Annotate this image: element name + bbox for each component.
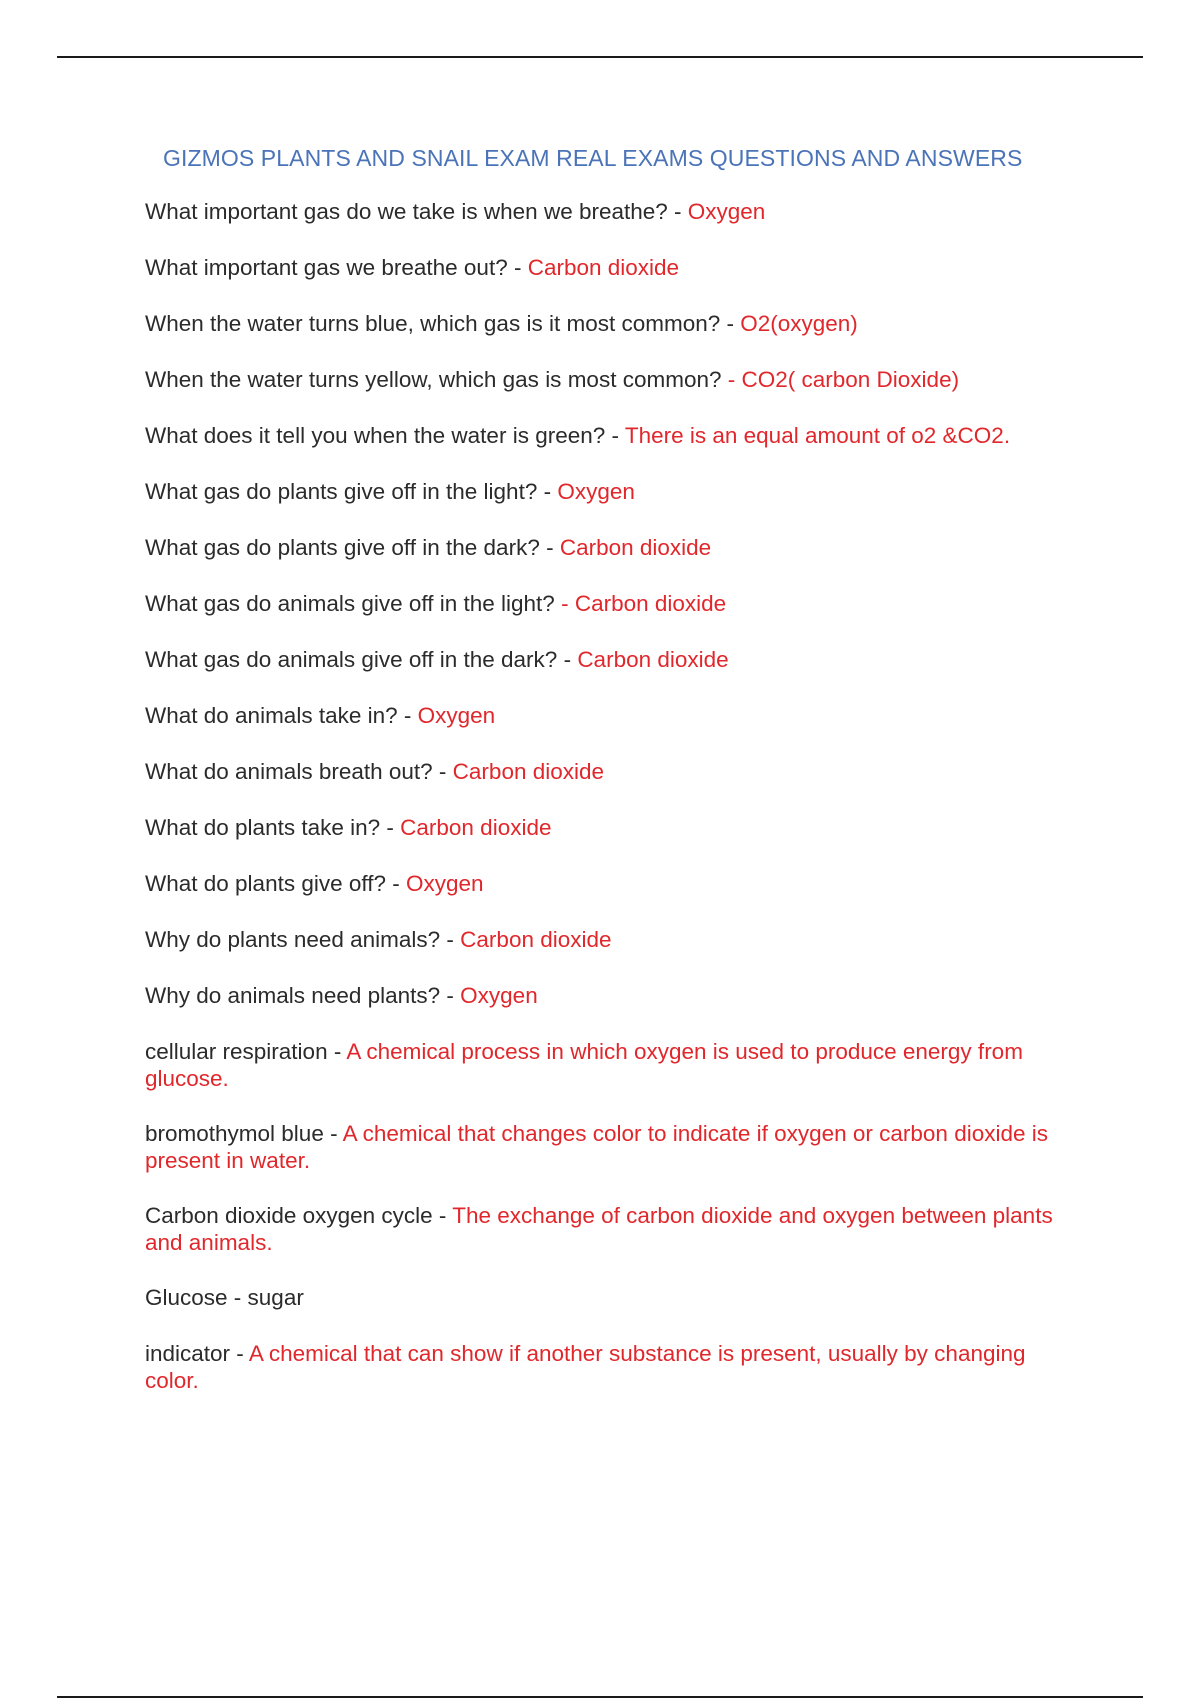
definition-text: A chemical that changes color to indicate if oxygen or carbon dioxide is present in water.	[145, 1121, 1048, 1173]
answer-text: Oxygen	[557, 479, 635, 504]
answer-text: Carbon dioxide	[527, 255, 680, 280]
qa-item	[145, 926, 1085, 953]
question-text: Why do plants need animals? -	[145, 927, 461, 952]
answer-text: Carbon dioxide	[577, 647, 729, 672]
qa-item	[145, 646, 1085, 673]
qa-list	[145, 198, 1085, 1422]
qa-item	[145, 870, 1085, 897]
qa-item	[145, 814, 1085, 841]
term-text: Glucose -	[145, 1285, 248, 1310]
qa-item	[145, 702, 1085, 729]
question-text: What does it tell you when the water is green? -	[145, 423, 625, 448]
definition-text: The exchange of carbon dioxide and oxygen between plants and animals.	[145, 1203, 1053, 1255]
question-text: What gas do animals give off in the light?	[145, 591, 562, 616]
qa-item	[145, 1120, 1085, 1174]
term-text: bromothymol blue -	[145, 1121, 343, 1146]
bottom-rule	[57, 1696, 1143, 1698]
qa-item	[145, 590, 1085, 617]
qa-item	[145, 1340, 1085, 1394]
definition-text: sugar	[247, 1285, 304, 1310]
question-text: What important gas we breathe out? -	[145, 255, 528, 280]
term-text: Carbon dioxide oxygen cycle -	[145, 1203, 453, 1228]
qa-item	[145, 1038, 1085, 1092]
answer-text: O2(oxygen)	[740, 311, 858, 336]
answer-text: - CO2( carbon Dioxide)	[727, 367, 960, 392]
answer-text: Oxygen	[687, 199, 766, 224]
question-text: When the water turns yellow, which gas is most common?	[145, 367, 728, 392]
answer-text: There is an equal amount of o2 &CO2.	[624, 423, 1011, 448]
question-text: What important gas do we take is when we breathe? -	[145, 199, 688, 224]
qa-item	[145, 478, 1085, 505]
qa-item	[145, 982, 1085, 1009]
qa-item	[145, 310, 1085, 337]
answer-text: Oxygen	[417, 703, 496, 728]
qa-item	[145, 758, 1085, 785]
question-text: What do animals breath out? -	[145, 759, 453, 784]
top-rule	[57, 56, 1143, 58]
question-text: What gas do plants give off in the light? -	[145, 479, 558, 504]
qa-item	[145, 534, 1085, 561]
question-text: Why do animals need plants? -	[145, 983, 461, 1008]
definition-text: A chemical that can show if another substance is present, usually by changing color.	[145, 1341, 1026, 1393]
answer-text: Oxygen	[405, 871, 484, 896]
answer-text: Carbon dioxide	[559, 535, 712, 560]
qa-item	[145, 422, 1085, 449]
answer-text: Carbon dioxide	[460, 927, 612, 952]
question-text: When the water turns blue, which gas is it most common? -	[145, 311, 741, 336]
qa-item	[145, 254, 1085, 281]
document-title: GIZMOS PLANTS AND SNAIL EXAM REAL EXAMS QUESTIONS AND ANSWERS	[163, 145, 1023, 171]
answer-text: - Carbon dioxide	[561, 591, 727, 616]
question-text: What gas do plants give off in the dark? -	[145, 535, 560, 560]
answer-text: Oxygen	[460, 983, 538, 1008]
answer-text: Carbon dioxide	[400, 815, 552, 840]
qa-item	[145, 198, 1085, 225]
definition-text: A chemical process in which oxygen is used to produce energy from glucose.	[145, 1039, 1023, 1091]
question-text: What do plants give off? -	[145, 871, 406, 896]
question-text: What do plants take in? -	[145, 815, 401, 840]
question-text: What do animals take in? -	[145, 703, 418, 728]
qa-item	[145, 1284, 1085, 1311]
question-text: What gas do animals give off in the dark? -	[145, 647, 578, 672]
term-text: indicator -	[145, 1341, 249, 1366]
qa-item	[145, 366, 1085, 393]
answer-text: Carbon dioxide	[452, 759, 605, 784]
qa-item	[145, 1202, 1085, 1256]
term-text: cellular respiration -	[145, 1039, 347, 1064]
